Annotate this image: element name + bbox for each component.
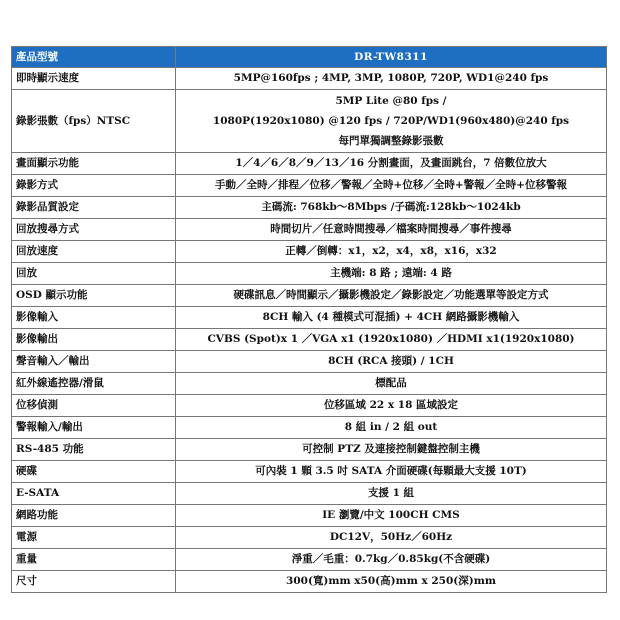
spec-label: 警報輸入/輸出 [12,417,176,439]
table-row [12,329,607,351]
spec-table [11,46,607,593]
spec-value: 手動／全時／排程／位移／警報／全時+位移／全時+警報／全時+位移警報 [176,175,607,197]
table-row [12,395,607,417]
spec-value [176,90,607,153]
table-row [12,505,607,527]
spec-label: 網路功能 [12,505,176,527]
spec-label: 回放 [12,263,176,285]
header-label: 產品型號 [12,47,176,68]
spec-label: 錄影張數（fps）NTSC [12,90,176,153]
table-row [12,263,607,285]
spec-label: 錄影方式 [12,175,176,197]
table-row [12,417,607,439]
spec-label: 影像輸出 [12,329,176,351]
table-row [12,439,607,461]
spec-value: 8 組 in / 2 組 out [176,417,607,439]
spec-value: CVBS (Spot)x 1 ／VGA x1 (1920x1080) ／HDMI x1(1920x1080) [176,329,607,351]
spec-table-body [12,47,607,593]
table-row [12,373,607,395]
table-row [12,153,607,175]
table-row [12,483,607,505]
spec-value: 300(寬)mm x50(高)mm x 250(深)mm [176,571,607,593]
spec-label: 硬碟 [12,461,176,483]
spec-value: DC12V，50Hz／60Hz [176,527,607,549]
spec-label: OSD 顯示功能 [12,285,176,307]
spec-value: 主碼流: 768kb～8Mbps /子碼流:128kb～1024kb [176,197,607,219]
spec-value: 位移區域 22 x 18 區域設定 [176,395,607,417]
spec-value: 正轉／倒轉：x1，x2，x4，x8，x16，x32 [176,241,607,263]
spec-value: 主機端: 8 路 ; 遠端: 4 路 [176,263,607,285]
table-row [12,68,607,90]
spec-value-line: 每門單獨調整錄影張數 [338,135,444,147]
table-row [12,307,607,329]
spec-label: 位移偵測 [12,395,176,417]
spec-value: 可內裝 1 顆 3.5 吋 SATA 介面硬碟(每顆最大支援 10T) [176,461,607,483]
spec-label: RS-485 功能 [12,439,176,461]
spec-label: 電源 [12,527,176,549]
spec-value-line: 5MP Lite @80 fps / [335,95,447,107]
table-row [12,461,607,483]
spec-label: 聲音輸入／輸出 [12,351,176,373]
table-row [12,90,607,153]
spec-value: 8CH 輸入 (4 種模式可混插) + 4CH 網路攝影機輸入 [176,307,607,329]
table-row [12,351,607,373]
spec-label: 回放速度 [12,241,176,263]
spec-value: 支援 1 組 [176,483,607,505]
table-row [12,175,607,197]
spec-value: 5MP@160fps ; 4MP, 3MP, 1080P, 720P, WD1@240 fps [176,68,607,90]
table-row [12,241,607,263]
table-row [12,219,607,241]
table-row [12,197,607,219]
spec-label: 重量 [12,549,176,571]
spec-value-line: 1080P(1920x1080) @120 fps / 720P/WD1(960x480)@240 fps [212,115,570,127]
spec-label: 回放搜尋方式 [12,219,176,241]
header-model-value: DR-TW8311 [176,47,607,68]
table-row [12,527,607,549]
spec-value: 1／4／6／8／9／13／16 分割畫面，及畫面跳台，7 倍數位放大 [176,153,607,175]
spec-value: 淨重／毛重：0.7kg／0.85kg(不含硬碟) [176,549,607,571]
spec-label: 畫面顯示功能 [12,153,176,175]
spec-label: 錄影品質設定 [12,197,176,219]
table-row [12,571,607,593]
spec-value: 硬碟訊息／時間顯示／攝影機設定／錄影設定／功能選單等設定方式 [176,285,607,307]
table-row [12,285,607,307]
spec-label: E-SATA [12,483,176,505]
spec-value: 8CH (RCA 接頭) / 1CH [176,351,607,373]
spec-value: 可控制 PTZ 及連接控制鍵盤控制主機 [176,439,607,461]
spec-label: 紅外線遙控器/滑鼠 [12,373,176,395]
table-header-row [12,47,607,68]
table-row [12,549,607,571]
spec-value: 時間切片／任意時間搜尋／檔案時間搜尋／事件搜尋 [176,219,607,241]
spec-value: 標配品 [176,373,607,395]
spec-label: 尺寸 [12,571,176,593]
spec-label: 影像輸入 [12,307,176,329]
spec-value: IE 瀏覽/中文 100CH CMS [176,505,607,527]
spec-label: 即時顯示速度 [12,68,176,90]
